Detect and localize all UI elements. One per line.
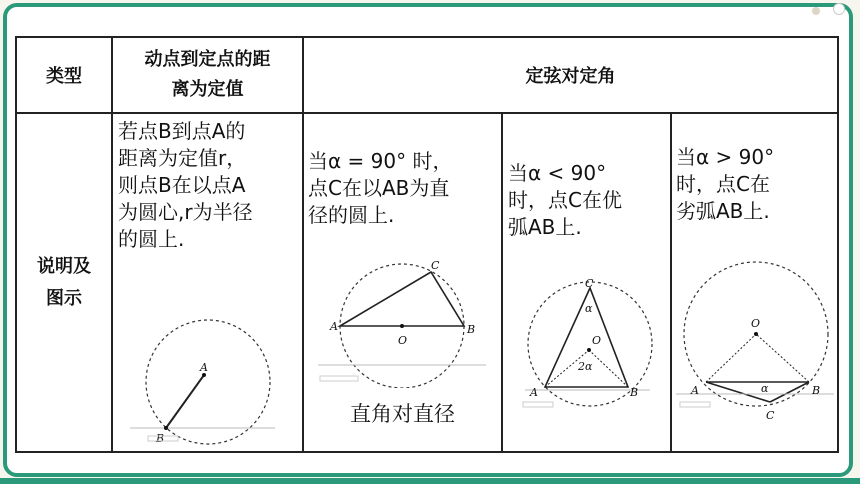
label-a: A: [691, 384, 699, 397]
label-o: O: [398, 334, 408, 347]
cell1-text: [118, 118, 302, 253]
cell2-line: 点C在以AB为直: [308, 176, 450, 200]
cell2-caption: 直角对直径: [350, 402, 455, 426]
cell3-line: 弧AB上.: [508, 215, 582, 239]
point-o: [754, 332, 758, 336]
label-a: A: [530, 386, 538, 399]
cell4-text: [676, 144, 836, 225]
label-c: C: [431, 259, 440, 272]
cell2-diagram: [318, 258, 488, 388]
row-label: [17, 114, 111, 451]
segment-bc: [770, 382, 809, 402]
cell2-text: [308, 148, 502, 229]
header-distance-line1: 动点到定点的距: [144, 49, 271, 70]
decor-dot-small: [812, 7, 820, 15]
label-c: C: [585, 277, 594, 290]
point-b: [164, 426, 168, 430]
cell3-diagram: [520, 272, 665, 412]
scan-artifact: [523, 402, 553, 407]
dashed-circle: [146, 320, 270, 444]
cell2-line: 径的圆上.: [308, 203, 395, 227]
bottom-strip: [0, 478, 860, 484]
label-o: O: [592, 334, 602, 347]
label-b: B: [467, 323, 476, 336]
label-c: C: [766, 409, 775, 422]
right-triangle: [340, 272, 464, 326]
label-b: B: [812, 384, 821, 397]
cell1-line: 若点B到点A的: [118, 119, 246, 143]
radius-segment: [166, 375, 204, 428]
header-distance-line2: 离为定值: [171, 79, 244, 100]
cell4-line: 当α > 90°: [676, 145, 775, 169]
decor-dot: [833, 3, 845, 15]
label-a: A: [200, 361, 208, 374]
cell3-text: [508, 160, 668, 241]
cell1-line: 的圆上.: [118, 227, 185, 251]
table-right-border: [837, 36, 839, 453]
point-o: [587, 348, 591, 352]
cell1-line: 距离为定值r，: [118, 146, 247, 170]
radius-ob: [756, 334, 809, 382]
scan-artifact: [320, 376, 358, 381]
label-b: B: [156, 432, 165, 445]
label-alpha: α: [761, 382, 769, 395]
point-o: [400, 324, 404, 328]
cell1-diagram: [130, 312, 295, 450]
radius-oa: [706, 334, 756, 382]
label-o: O: [751, 317, 761, 330]
label-b: B: [630, 386, 639, 399]
header-chord-angle: 定弦对定角: [525, 66, 616, 87]
table-bottom-border: [15, 451, 839, 453]
col-divider-4: [670, 112, 672, 453]
cell1-line: 则点B在以点A: [118, 173, 246, 197]
header-distance: [113, 38, 302, 112]
cell4-diagram: [676, 254, 836, 424]
cell3-line: 时，点C在优: [508, 188, 622, 212]
cell4-line: 时，点C在: [676, 172, 770, 196]
header-type: 类型: [46, 66, 82, 87]
cell1-line: 为圆心,r为半径: [118, 200, 253, 224]
cell4-line: 劣弧AB上.: [676, 199, 770, 223]
table-header-divider: [15, 112, 839, 114]
cell3-line: 当α < 90°: [508, 161, 607, 185]
row-label-line2: 图示: [46, 287, 82, 309]
label-alpha: α: [585, 302, 593, 315]
radius-ob: [589, 350, 628, 387]
scan-artifact: [680, 402, 710, 407]
cell2-line: 当α = 90° 时，: [308, 149, 453, 173]
row-label-line1: 说明及: [37, 255, 91, 277]
label-a: A: [330, 320, 338, 333]
label-2alpha: 2α: [578, 360, 593, 373]
